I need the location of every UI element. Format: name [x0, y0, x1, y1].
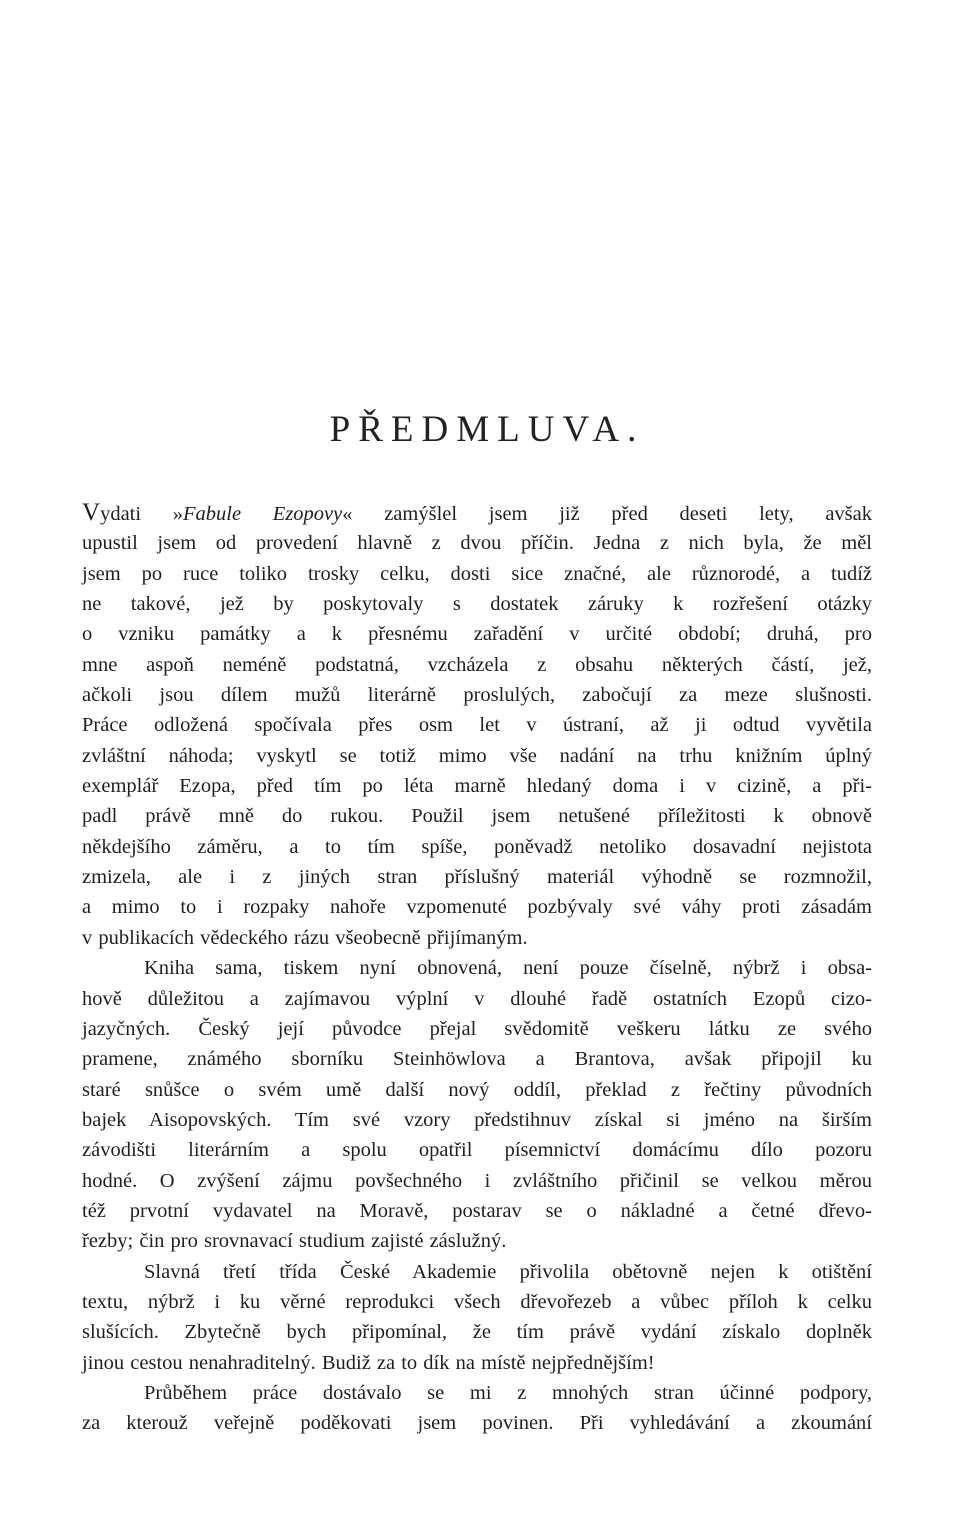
text-line: upustil jsem od provedení hlavně z dvou příčin. Jedna z nich byla, že měl [82, 532, 872, 555]
text-line: textu, nýbrž i ku věrné reprodukci všech dřevořezeb a vůbec příloh k celku [82, 1290, 872, 1313]
paragraph [82, 1378, 872, 1439]
text-line: staré snůšce o svém umě další nový oddíl, překlad z řečtiny původních [82, 1078, 872, 1101]
text-line: řezby; čin pro srovnavací studium zajisté záslužný. [82, 1230, 507, 1253]
paragraph [82, 953, 872, 1256]
preface-body [82, 498, 872, 1439]
text-line: jazyčných. Český její původce přejal svědomitě veškeru látku ze svého [82, 1017, 872, 1040]
text-line: jsem po ruce toliko trosky celku, dosti sice značné, ale různorodé, a tudíž [82, 562, 872, 585]
paragraph [82, 1257, 872, 1378]
text-line: Práce odložená spočívala přes osm let v ústraní, až ji odtud vyvětila [82, 714, 872, 737]
text-line: zvláštní náhoda; vyskytl se totiž mimo vše nadání na trhu knižním úplný [82, 744, 872, 767]
text-line: exemplář Ezopa, před tím po léta marně hledaný doma i v cizině, a při- [82, 775, 872, 798]
text-fragment: « zamýšlel jsem již před deseti lety, avšak [342, 503, 872, 525]
text-line: hově důležitou a zajímavou výplní v dlouhé řadě ostatních Ezopů cizo- [82, 987, 872, 1010]
text-line: ne takové, jež by poskytovaly s dostatek záruky k rozřešení otázky [82, 593, 872, 616]
text-line: závodišti literárním a spolu opatřil písemnictví domácímu dílo pozoru [82, 1139, 872, 1162]
page-title: PŘEDMLUVA. [329, 409, 645, 450]
text-line: někdejšího záměru, a to tím spíše, poněvadž netoliko dosavadní nejistota [82, 835, 872, 858]
text-line: pramene, známého sborníku Steinhöwlova a Brantova, avšak připojil ku [82, 1048, 872, 1071]
text-line: o vzniku památky a k přesnému zařadění v určité období; druhá, pro [82, 623, 872, 646]
text-line: mne aspoň neméně podstatná, vzcházela z obsahu některých částí, jež, [82, 653, 872, 676]
text-line: za kterouž veřejně poděkovati jsem povinen. Při vyhledávání a zkoumání [82, 1412, 872, 1435]
text-line: padl právě mně do rukou. Použil jsem netušené příležitosti k obnově [82, 805, 872, 828]
text-line: a mimo to i rozpaky nahoře vzpomenuté pozbývaly své váhy proti zásadám [82, 896, 872, 919]
text-line: v publikacích vědeckého rázu všeobecně přijímaným. [82, 926, 528, 949]
drop-cap-letter: V [82, 499, 101, 526]
text-line: jinou cestou nenahraditelný. Budiž za to dík na místě nejpřednějším! [82, 1351, 655, 1374]
text-line: hodné. O zvýšení zájmu povšechného i zvláštního přičinil se velkou měrou [82, 1169, 872, 1192]
text-line: ačkoli jsou dílem mužů literárně proslulých, zabočují za meze slušnosti. [82, 684, 872, 707]
text-line: Kniha sama, tiskem nyní obnovená, není pouze číselně, nýbrž i obsa- [144, 957, 872, 980]
text-line: zmizela, ale i z jiných stran příslušný materiál výhodně se rozmnožil, [82, 866, 872, 889]
text-line: Průběhem práce dostávalo se mi z mnohých stran účinné podpory, [144, 1381, 872, 1404]
text-line: Slavná třetí třída České Akademie přivolila obětovně nejen k otištění [144, 1260, 872, 1283]
paragraph [82, 498, 872, 953]
text-line: slušících. Zbytečně bych připomínal, že tím právě vydání získalo doplněk [82, 1321, 872, 1344]
text-line: též prvotní vydavatel na Moravě, postarav se o nákladné a četné dřevo- [82, 1199, 872, 1222]
text-line: bajek Aisopovských. Tím své vzory předstihnuv získal si jméno na širším [82, 1108, 872, 1131]
text-line [82, 498, 872, 528]
text-fragment: ydati » [100, 503, 184, 525]
book-title-italic: Fabule Ezopovy [183, 503, 343, 525]
